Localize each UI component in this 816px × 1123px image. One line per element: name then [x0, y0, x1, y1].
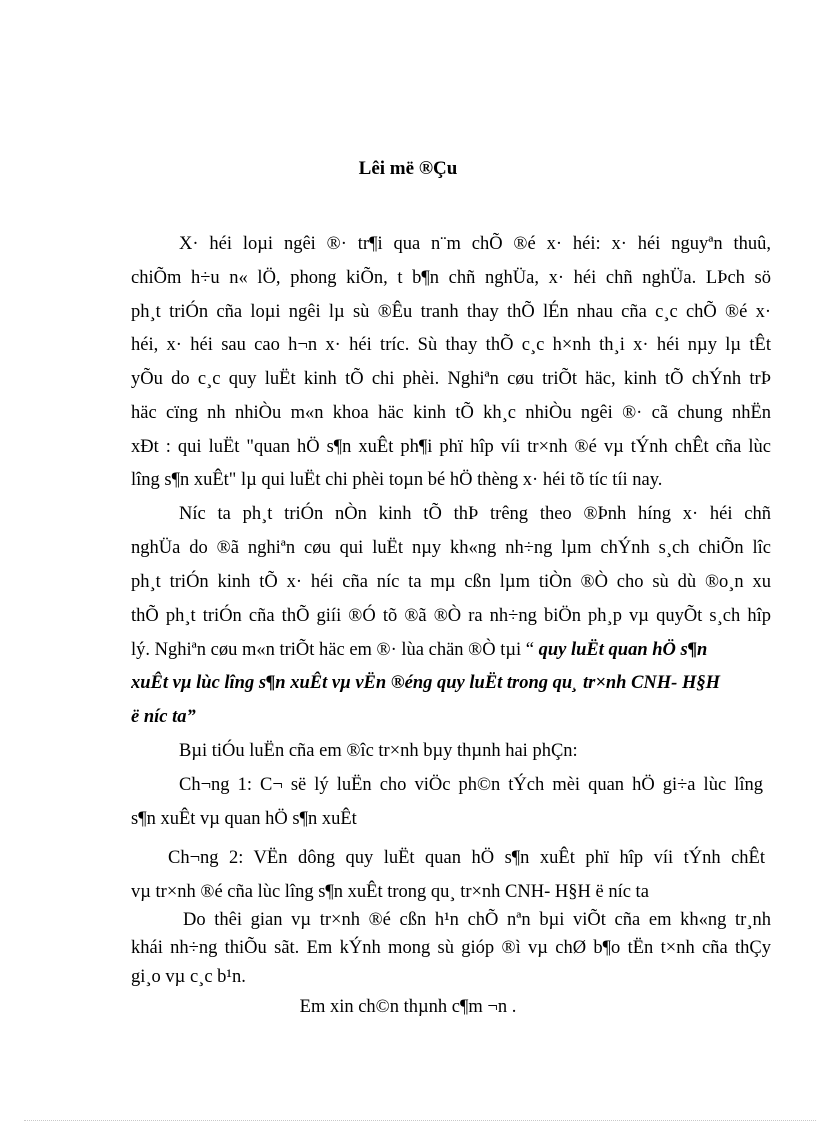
topic-title-line: xuÊt vµ lùc lîng s¶n xuÊt vµ vËn ®éng quy luËt trong qu¸ tr×nh CNH- H§H [131, 673, 720, 693]
paragraph-line: yÕu do c¸c quy luËt kinh tÕ chi phèi. Nghiªn cøu triÕt häc, kinh tÕ chÝnh trÞ [131, 369, 771, 389]
chapter-1-line: s¶n xuÊt vµ quan hÖ s¶n xuÊt [131, 809, 357, 829]
paragraph-line: lîng s¶n xuÊt" lµ qui luËt chi phèi toµn bé hÖ thèng x· héi tõ tíc tíi nay. [131, 470, 663, 490]
paragraph-line: khái nh÷ng thiÕu sãt. Em kÝnh mong sù gióp ®ì vµ chØ b¶o tËn t×nh cña thÇy [131, 938, 771, 958]
paragraph-line: gi¸o vµ c¸c b¹n. [131, 967, 246, 987]
closing-line: Em xin ch©n thµnh c¶m ¬n . [299, 997, 517, 1017]
footer-divider [24, 1120, 816, 1121]
paragraph-line: Bµi tiÓu luËn cña em ®îc tr×nh bµy thµnh hai phÇn: [179, 741, 578, 761]
paragraph-line [131, 638, 771, 662]
paragraph-line: ph¸t triÓn cña loµi ngêi lµ sù ®Êu tranh thay thÕ lÉn nhau cña c¸c chÕ ®é x· [131, 302, 771, 322]
paragraph-line: héi, x· héi sau cao h¬n x· héi tríc. Sù thay thÕ c¸c h×nh th¸i x· héi nµy lµ tÊt [131, 335, 771, 355]
paragraph-line: nghÜa do ®ã nghiªn cøu qui luËt nµy kh«ng nh÷ng lµm chÝnh s¸ch chiÕn lîc [131, 538, 771, 558]
topic-title-line: ë níc ta” [131, 707, 196, 727]
topic-title: quy luËt quan hÖ s¶n [538, 640, 708, 660]
paragraph-line: Do thêi gian vµ tr×nh ®é cßn h¹n chÕ nªn bµi viÕt cña em kh«ng tr¸nh [183, 910, 771, 930]
paragraph-line: Níc ta ph¸t triÓn nÒn kinh tÕ thÞ trêng theo ®Þnh híng x· héi chñ [179, 504, 771, 524]
chapter-2-line: Ch¬ng 2: VËn dông quy luËt quan hÖ s¶n xuÊt phï hîp víi tÝnh chÊt [168, 848, 765, 868]
paragraph-text: lý. Nghiªn cøu m«n triÕt häc em ®· lùa chän ®Ò tµi “ [131, 640, 539, 660]
paragraph-line: X· héi loµi ngêi ®· tr¶i qua n¨m chÕ ®é x· héi: x· héi nguyªn thuû, [179, 234, 771, 254]
document-title: Lêi më ®Çu [358, 158, 458, 179]
chapter-1-line: Ch¬ng 1: C¬ së lý luËn cho viÖc ph©n tÝch mèi quan hÖ gi÷a lùc lîng [179, 775, 763, 795]
paragraph-line: ph¸t triÓn kinh tÕ x· héi cña níc ta mµ cßn lµm tiÒn ®Ò cho sù dù ®o¸n xu [131, 572, 771, 592]
paragraph-line: xÐt : qui luËt "quan hÖ s¶n xuÊt ph¶i phï hîp víi tr×nh ®é vµ tÝnh chÊt cña lùc [131, 437, 771, 457]
paragraph-line: häc cïng nh nhiÒu m«n khoa häc kinh tÕ kh¸c nhiÒu ngêi ®· cã chung nhËn [131, 403, 771, 423]
paragraph-line: thÕ ph¸t triÓn cña thÕ giíi ®Ó tõ ®ã ®Ò ra nh÷ng biÖn ph¸p vµ quyÕt s¸ch hîp [131, 606, 771, 626]
chapter-2-line: vµ tr×nh ®é cña lùc lîng s¶n xuÊt trong qu¸ tr×nh CNH- H§H ë níc ta [131, 882, 649, 902]
paragraph-line: chiÕm h÷u n« lÖ, phong kiÕn, t b¶n chñ nghÜa, x· héi chñ nghÜa. LÞch sö [131, 268, 771, 288]
